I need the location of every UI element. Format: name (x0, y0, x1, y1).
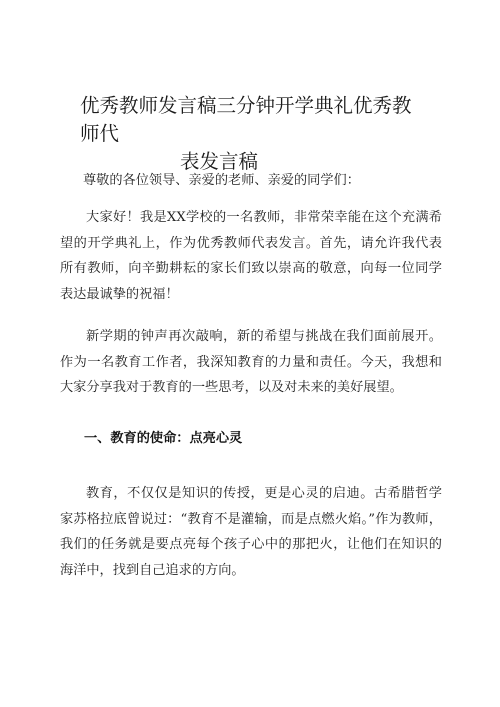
section-heading: 一、教育的使命：点亮心灵 (84, 431, 243, 446)
paragraph-education-mission: 教育，不仅仅是知识的传授，更是心灵的启迪。古希腊哲学家苏格拉底曾说过：“教育不是灌输，而是点燃火焰。”作为教师，我们的任务就是要点亮每个孩子心中的那把火，让他们在知识的海洋中，找到自己追求的方向。 (60, 486, 442, 578)
title-line-1: 优秀教师发言稿三分钟开学典礼优秀教师代 (80, 94, 412, 145)
document-title (80, 92, 430, 176)
paragraph-greeting: 大家好！我是XX学校的一名教师，非常荣幸能在这个充满希望的开学典礼上，作为优秀教师代表发言。首先，请允许我代表所有教师，向辛勤耕耘的家长们致以崇高的敬意，向每一位同学表达最诚挚的祝福！ (60, 210, 442, 302)
salutation: 尊敬的各位领导、亲爱的老师、亲爱的同学们： (83, 173, 360, 188)
title-line-2: 表发言稿 (180, 150, 259, 173)
paragraph-new-semester: 新学期的钟声再次敲响，新的希望与挑战在我们面前展开。作为一名教育工作者，我深知教育的力量和责任。今天，我想和大家分享我对于教育的一些思考，以及对未来的美好展望。 (60, 329, 442, 395)
